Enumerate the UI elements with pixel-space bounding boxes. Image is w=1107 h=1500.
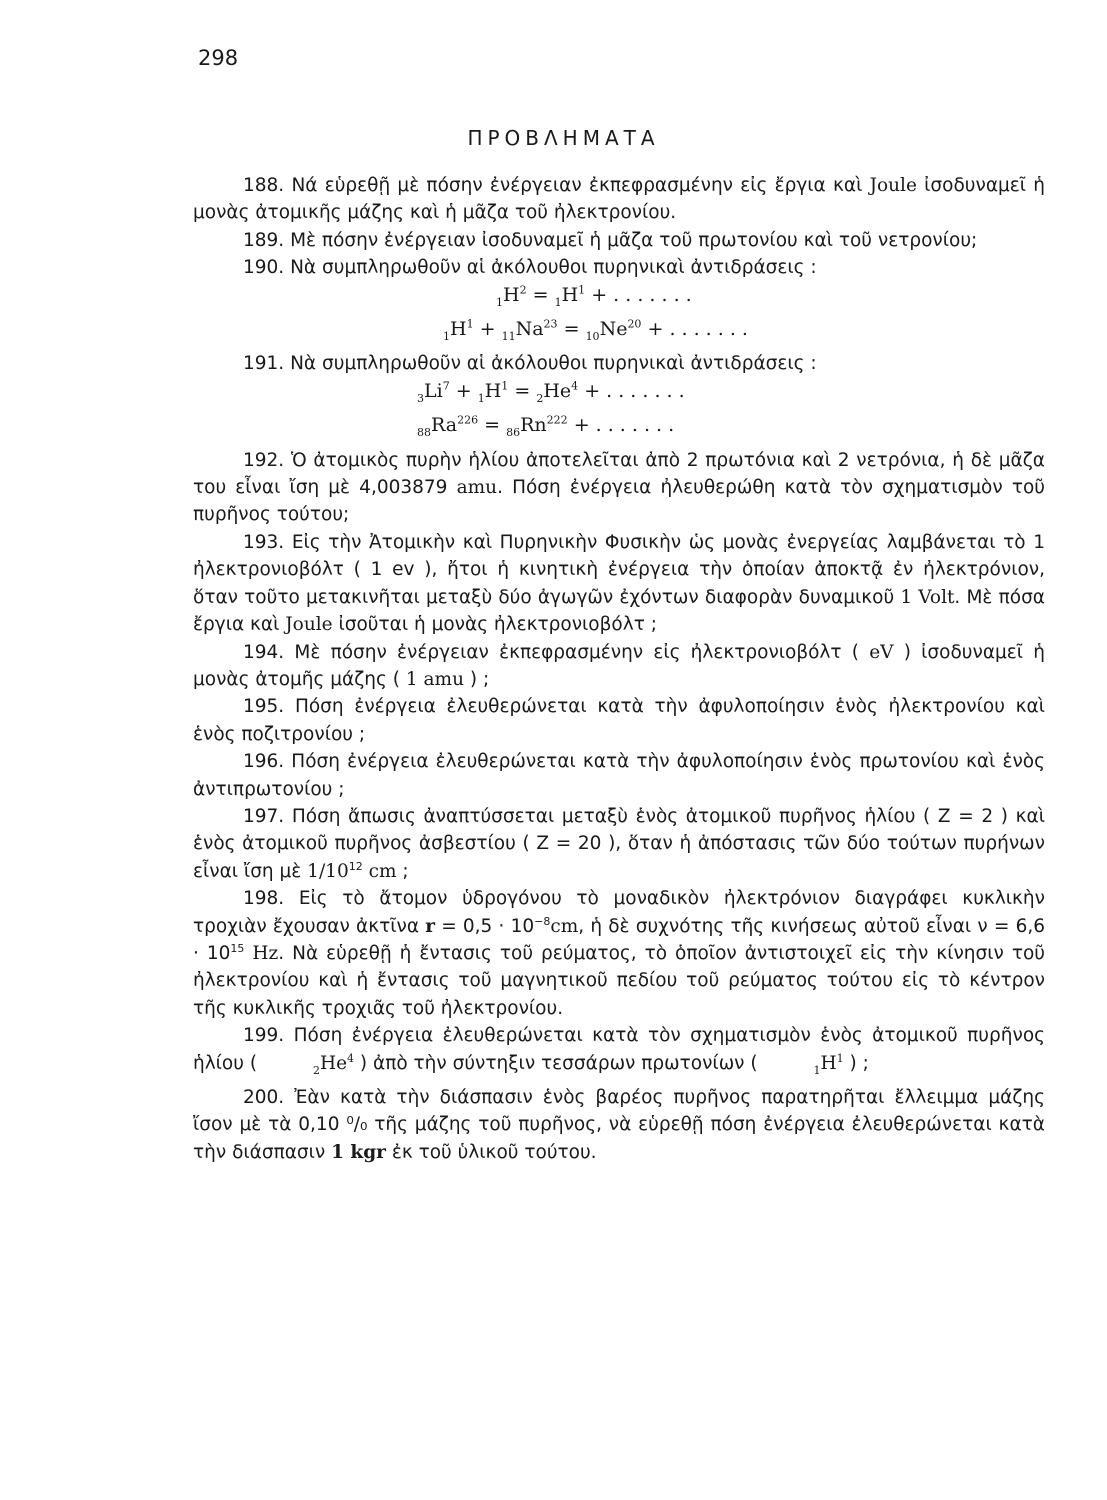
problem-188: 188. Νά εὑρεθῇ μὲ πόσην ἐνέργειαν ἐκπεφρασμένην εἰς ἔργια καὶ Joule ἰσοδυναμεῖ ἡ μονὰς ἀτομικῆς μάζης καὶ ἡ μᾶζα τοῦ ἠλεκτρονίου. — [193, 175, 1045, 224]
page-heading: ΠΡΟΒΛΗΜΑΤΑ — [467, 126, 660, 150]
page-number: 298 — [198, 46, 239, 70]
problem-196: 196. Πόση ἐνέργεια ἐλευθερώνεται κατὰ τὴν ἀφυλοποίησιν ἑνὸς πρωτονίου καὶ ἑνὸς ἀντιπρωτονίου ; — [193, 751, 1045, 800]
problem-190: 190. Νὰ συμπληρωθοῦν αἱ ἀκόλουθοι πυρηνικαὶ ἀντιδράσεις : — [243, 257, 817, 279]
problem-198: 198. Εἰς τὸ ἄτομον ὑδρογόνου τὸ μοναδικὸν ἠλεκτρόνιον διαγράφει κυκλικὴν τροχιὰν ἔχουσαν ἀκτῖνα $r = 0,5 \cdot 10^{-8}cm$, ἡ δὲ συχνότης τῆς κινήσεως αὐτοῦ εἶναι $\nu = 6,6 \cdot 10^{15}$ Hz. Νὰ εὑρεθῇ ἡ ἔντασις τοῦ ρεύματος, τὸ ὁποῖον ἀντιστοιχεῖ εἰς τὴν κίνησιν τοῦ ἠλεκτρονίου καὶ ἡ ἔντασις τοῦ μαγνητικοῦ πεδίου τοῦ ρεύματος τούτου εἰς τὸ κέντρον τῆς κυκλικῆς τροχιᾶς τοῦ ἠλεκτρονίου. — [193, 888, 1045, 1019]
reaction-equation: $3Li^7 + 1H^1 = 2He^4$ + . . . . . . . — [417, 379, 685, 405]
problem-193: 193. Εἰς τὴν Ἀτομικὴν καὶ Πυρηνικὴν Φυσικὴν ὡς μονὰς ἐνεργείας λαμβάνεται τὸ 1 ἠλεκτρονιοβόλτ ( 1 ev ), ἤτοι ἡ κινητικὴ ἐνέργεια τὴν ὁποίαν ἀποκτᾷ ἐν ἠλεκτρόνιον, ὅταν τοῦτο μετακινῆται μεταξὺ δύο ἀγωγῶν ἐχόντων διαφορὰν δυναμικοῦ 1 Volt. Μὲ πόσα ἔργια καὶ Joule ἰσοῦται ἡ μονὰς ἠλεκτρονιοβόλτ ; — [193, 531, 1045, 636]
problem-197: 197. Πόση ἄπωσις ἀναπτύσσεται μεταξὺ ἑνὸς ἀτομικοῦ πυρῆνος ἡλίου ( Z = 2 ) καὶ ἑνὸς ἀτομικοῦ πυρῆνος ἀσβεστίου ( Z = 20 ), ὅταν ἡ ἀπόστασις τῶν δύο τούτων πυρήνων εἶναι ἴση μὲ $1/10^{12}$ cm ; — [193, 805, 1045, 882]
problem-200: 200. Ἐὰν κατὰ τὴν διάσπασιν ἑνὸς βαρέος πυρῆνος παρατηρῆται ἔλλειμμα μάζης ἴσον μὲ τὰ 0,10 ⁰/₀ τῆς μάζης τοῦ πυρῆνος, νὰ εὑρεθῇ πόση ἐνέργεια ἐλευθερώνεται κατὰ τὴν διάσπασιν 1 kgr ἐκ τοῦ ὑλικοῦ τούτου. — [193, 1087, 1045, 1163]
problem-192: 192. Ὁ ἀτομικὸς πυρὴν ἡλίου ἀποτελεῖται ἀπὸ 2 πρωτόνια καὶ 2 νετρόνια, ἡ δὲ μᾶζα του εἶναι ἴση μὲ 4,003879 amu. Πόση ἐνέργεια ἠλευθερώθη κατὰ τὸν σχηματισμὸν τοῦ πυρῆνος τούτου; — [193, 449, 1045, 526]
problem-194: 194. Μὲ πόσην ἐνέργειαν ἐκπεφρασμένην εἰς ἠλεκτρονιοβόλτ ( eV ) ἰσοδυναμεῖ ἡ μονὰς ἀτομῆς μάζης ( 1 amu ) ; — [193, 641, 1045, 690]
problem-199: 199. Πόση ἐνέργεια ἐλευθερώνεται κατὰ τὸν σχηματισμὸν ἑνὸς ἀτομικοῦ πυρῆνος ἡλίου ( 2He$^4$ ) ἀπὸ τὴν σύντηξιν τεσσάρων πρωτονίων ( $1H^1$ ) ; — [193, 1025, 1045, 1077]
problem-189: 189. Μὲ πόσην ἐνέργειαν ἰσοδυναμεῖ ἡ μᾶζα τοῦ πρωτονίου καὶ τοῦ νετρονίου; — [243, 229, 978, 251]
problem-191: 191. Νὰ συμπληρωθοῦν αἱ ἀκόλουθοι πυρηνικαὶ ἀντιδράσεις : — [243, 353, 817, 375]
reaction-equation: 88Ra$^{226}$ = 86Rn$^{222}$ + . . . . . . . — [417, 413, 675, 440]
problem-195: 195. Πόση ἐνέργεια ἐλευθερώνεται κατὰ τὴν ἀφυλοποίησιν ἑνὸς ἠλεκτρονίου καὶ ἑνὸς ποζιτρονίου ; — [193, 696, 1046, 745]
reaction-equation: $1H^1 + 11Na^{23} = 10Ne^{20}$ + . . . . . . . — [443, 317, 748, 344]
reaction-equation: $1H^2 = 1H^1$ + . . . . . . . — [496, 283, 692, 309]
problems-body — [193, 172, 1045, 1166]
